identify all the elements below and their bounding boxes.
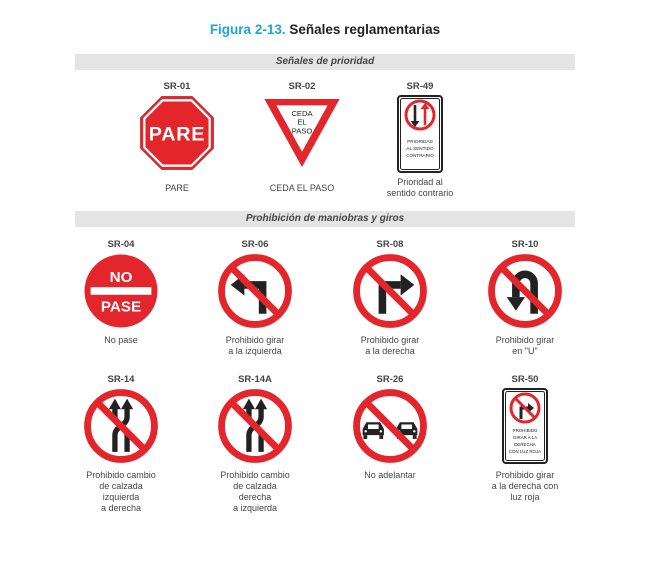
sign-caption: Prohibido cambio de calzada izquierda a derecha	[86, 470, 156, 513]
sign-sr-49	[358, 81, 482, 199]
sign-sr-26	[328, 374, 452, 481]
sign-code: SR-14A	[238, 374, 272, 385]
sign-code: SR-14	[107, 374, 135, 385]
sign-caption: No adelantar	[364, 470, 416, 480]
sign-sr-08	[328, 239, 452, 357]
sign-caption: PARE	[165, 183, 189, 193]
sign-caption: CEDA EL PASO	[269, 183, 335, 193]
sign-code: SR-06	[241, 239, 269, 250]
yield-triangle-icon	[262, 95, 342, 171]
sign-sr-06	[193, 239, 317, 357]
figure-number: Figura 2-13.	[209, 22, 286, 37]
sign-code: SR-49	[406, 81, 434, 92]
sign-caption: No pase	[104, 335, 138, 345]
sign-code: SR-01	[163, 81, 191, 92]
sign-code: SR-50	[511, 374, 539, 385]
figure-title-text: Señales reglamentarias	[285, 22, 441, 37]
sign-sr-14	[59, 374, 183, 514]
sign-text: PARE	[148, 123, 206, 146]
sign-text: CEDA EL PASO	[291, 108, 313, 136]
sign-sr-14a	[193, 374, 317, 514]
section-header-prohibicion: Prohibición de maniobras y giros	[75, 211, 575, 227]
sign-code: SR-02	[288, 81, 316, 92]
sign-code: SR-10	[511, 239, 539, 250]
no-lane-change-right-left-icon	[217, 388, 293, 464]
no-u-turn-icon	[487, 253, 563, 329]
sign-sr-02	[240, 81, 364, 194]
no-right-on-red-icon	[502, 388, 548, 464]
no-overtaking-icon	[352, 388, 428, 464]
no-lane-change-left-right-icon	[83, 388, 159, 464]
priority-oncoming-icon	[397, 95, 443, 173]
sign-sr-50	[463, 374, 587, 503]
sign-caption: Prohibido girar en "U"	[495, 335, 555, 356]
sign-sr-01	[115, 81, 239, 194]
sign-caption: Prioridad al sentido contrario	[386, 177, 454, 198]
sign-text: PROHIBIDO GIRAR A LA DERECHA CON LUZ ROJA	[508, 428, 542, 454]
no-right-turn-icon	[352, 253, 428, 329]
sign-sr-10	[463, 239, 587, 357]
section-header-prioridad: Señales de prioridad	[75, 54, 575, 70]
sign-sr-04	[59, 239, 183, 346]
sign-code: SR-26	[376, 374, 404, 385]
sign-caption: Prohibido girar a la derecha	[360, 335, 420, 356]
stop-octagon-icon	[139, 95, 215, 171]
sign-code: SR-04	[107, 239, 135, 250]
sign-text: PRIORIDAD AL SENTIDO CONTRARIO	[406, 139, 434, 158]
sign-text: NO PASE	[100, 268, 142, 316]
sign-caption: Prohibido girar a la derecha con luz roja	[491, 470, 559, 502]
no-left-turn-icon	[217, 253, 293, 329]
sign-caption: Prohibido cambio de calzada derecha a izquierda	[220, 470, 290, 513]
sign-code: SR-08	[376, 239, 404, 250]
sign-caption: Prohibido girar a la izquierda	[225, 335, 285, 356]
figure-title	[0, 22, 650, 37]
no-entry-icon	[83, 253, 159, 329]
